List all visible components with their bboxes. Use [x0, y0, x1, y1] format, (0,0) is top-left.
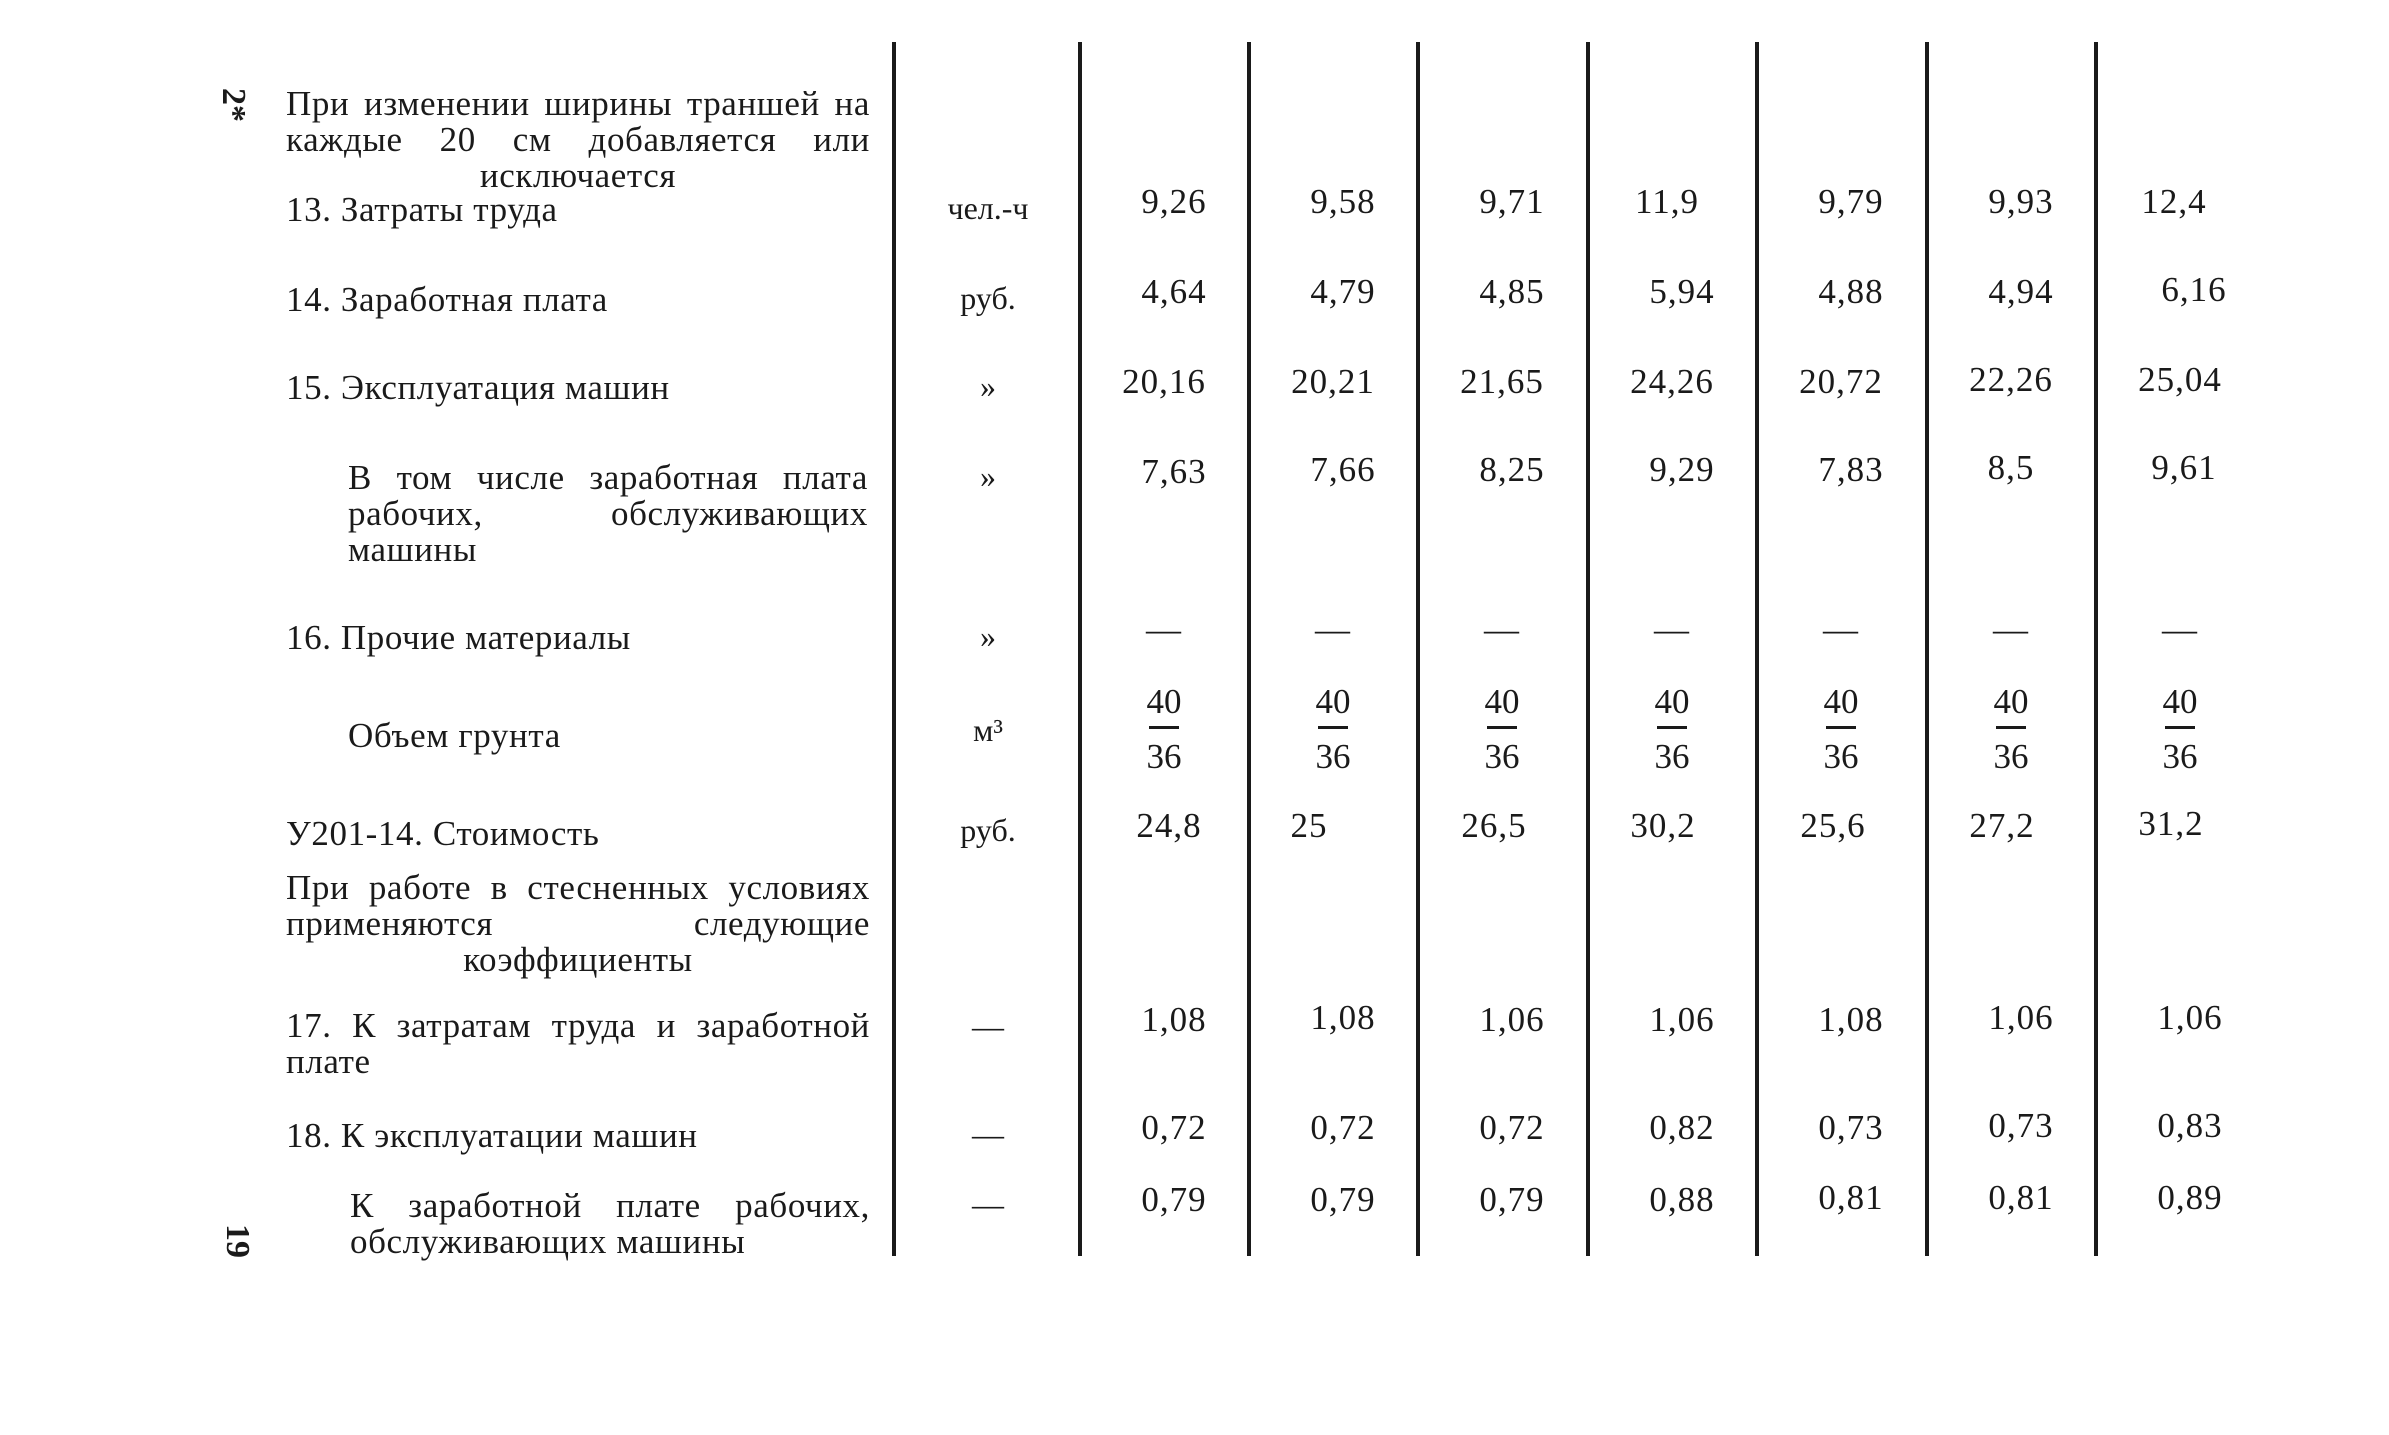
row-label: 16. Прочие материалы: [286, 618, 631, 657]
row-label: 17. К затратам труда и заработной плате: [286, 1006, 870, 1081]
table-cell: 0,72: [1141, 1108, 1207, 1147]
table-cell: 4,88: [1818, 272, 1884, 311]
fraction-cell: [1089, 684, 1239, 775]
fraction-cell: [1258, 684, 1408, 775]
table-cell: 9,79: [1818, 182, 1884, 221]
row-unit: »: [980, 368, 996, 404]
fraction-bar: [1149, 726, 1179, 729]
table-cell: 1,08: [1141, 1000, 1207, 1039]
table-cell: 1,06: [1988, 998, 2054, 1037]
table-cell: 20,21: [1291, 362, 1375, 401]
table-cell: 4,94: [1988, 272, 2054, 311]
fraction-numerator: 40: [1484, 682, 1520, 721]
column-rule: [1586, 42, 1590, 1256]
table-cell: 7,83: [1818, 450, 1884, 489]
row-unit: руб.: [960, 280, 1016, 316]
table-cell: 0,81: [1988, 1178, 2054, 1217]
table-cell: —: [1315, 610, 1351, 649]
table-cell: 9,58: [1310, 182, 1376, 221]
table-cell: —: [1654, 610, 1690, 649]
fraction-denominator: 36: [1823, 737, 1859, 776]
table-cell: 4,64: [1141, 272, 1207, 311]
table-cell: 30,2: [1630, 806, 1696, 845]
fraction-bar: [1996, 726, 2026, 729]
fraction-cell: [2105, 684, 2255, 775]
row-unit: чел.-ч: [947, 190, 1029, 226]
table-cell: 1,08: [1310, 998, 1376, 1037]
table-cell: 0,88: [1649, 1180, 1715, 1219]
row-label: К заработной плате рабочих, обслуживающих машины: [350, 1186, 870, 1261]
fraction-bar: [2165, 726, 2195, 729]
table-cell: 0,73: [1818, 1108, 1884, 1147]
fraction-denominator: 36: [1654, 737, 1690, 776]
table-cell: 21,65: [1460, 362, 1544, 401]
column-rule: [2094, 42, 2098, 1256]
column-rule: [1247, 42, 1251, 1256]
row-label: У201-14. Стоимость: [286, 814, 600, 853]
table-cell: 7,63: [1141, 452, 1207, 491]
column-rule: [1078, 42, 1082, 1256]
table-cell: 9,29: [1649, 450, 1715, 489]
table-cell: 4,79: [1310, 272, 1376, 311]
fraction-denominator: 36: [1146, 737, 1182, 776]
column-rule: [1925, 42, 1929, 1256]
row-label: В том числе заработная плата рабочих, обслуживающих машины: [348, 458, 868, 569]
table-cell: 8,5: [1987, 448, 2035, 487]
table-cell: 0,89: [2157, 1178, 2223, 1217]
table-cell: 0,79: [1310, 1180, 1376, 1219]
fraction-bar: [1318, 726, 1348, 729]
table-cell: —: [1823, 610, 1859, 649]
table-cell: 0,83: [2157, 1106, 2223, 1145]
table-cell: 0,81: [1818, 1178, 1884, 1217]
page-number: 19: [219, 1224, 256, 1258]
row-unit: —: [972, 1116, 1004, 1152]
fraction-cell: [1597, 684, 1747, 775]
table-cell: 26,5: [1461, 806, 1527, 845]
table-cell: 9,26: [1141, 182, 1207, 221]
row-label: Объем грунта: [348, 716, 561, 755]
row-label: 14. Заработная плата: [286, 280, 608, 319]
fraction-numerator: 40: [1823, 682, 1859, 721]
fraction-denominator: 36: [1993, 737, 2029, 776]
table-cell: —: [1146, 610, 1182, 649]
table-cell: 9,93: [1988, 182, 2054, 221]
section-intro: При изменении ширины траншей на каждые 20 см добавляется или исключается: [286, 84, 870, 195]
coefficients-note: При работе в стесненных условиях применяются следующие коэффициенты: [286, 868, 870, 979]
table-cell: 9,61: [2151, 448, 2217, 487]
table-cell: 0,73: [1988, 1106, 2054, 1145]
table-cell: 12,4: [2141, 182, 2207, 221]
row-unit: м³: [973, 712, 1003, 748]
fraction-cell: [1427, 684, 1577, 775]
table-cell: 25,6: [1800, 806, 1866, 845]
fraction-bar: [1826, 726, 1856, 729]
fraction-numerator: 40: [1146, 682, 1182, 721]
table-cell: 25,04: [2138, 360, 2222, 399]
row-unit: —: [972, 1008, 1004, 1044]
table-cell: —: [1484, 610, 1520, 649]
column-rule: [1416, 42, 1420, 1256]
table-cell: 24,26: [1630, 362, 1714, 401]
fraction-cell: [1936, 684, 2086, 775]
table-cell: 22,26: [1969, 360, 2053, 399]
row-label: 18. К эксплуатации машин: [286, 1116, 698, 1155]
table-cell: 5,94: [1649, 272, 1715, 311]
row-unit: руб.: [960, 812, 1016, 848]
table-cell: —: [1993, 610, 2029, 649]
fraction-denominator: 36: [1315, 737, 1351, 776]
fraction-cell: [1766, 684, 1916, 775]
table-cell: 1,08: [1818, 1000, 1884, 1039]
top-margin-mark: 2*: [215, 88, 252, 122]
table-cell: 6,16: [2161, 270, 2227, 309]
table-cell: 24,8: [1136, 806, 1202, 845]
column-rule: [1755, 42, 1759, 1256]
table-cell: —: [2162, 610, 2198, 649]
table-cell: 1,06: [1649, 1000, 1715, 1039]
table-cell: 31,2: [2138, 804, 2204, 843]
fraction-bar: [1657, 726, 1687, 729]
table-cell: 1,06: [2157, 998, 2223, 1037]
table-cell: 27,2: [1969, 806, 2035, 845]
fraction-numerator: 40: [1654, 682, 1690, 721]
table-cell: 0,79: [1141, 1180, 1207, 1219]
fraction-denominator: 36: [2162, 737, 2198, 776]
fraction-numerator: 40: [2162, 682, 2198, 721]
table-cell: 25: [1290, 806, 1328, 845]
table-cell: 20,16: [1122, 362, 1206, 401]
table-cell: 0,82: [1649, 1108, 1715, 1147]
table-cell: 8,25: [1479, 450, 1545, 489]
row-unit: »: [980, 618, 996, 654]
column-rule: [892, 42, 896, 1256]
row-label: 15. Эксплуатация машин: [286, 368, 670, 407]
table-cell: 4,85: [1479, 272, 1545, 311]
fraction-numerator: 40: [1315, 682, 1351, 721]
table-cell: 9,71: [1479, 182, 1545, 221]
fraction-denominator: 36: [1484, 737, 1520, 776]
table-cell: 7,66: [1310, 450, 1376, 489]
fraction-numerator: 40: [1993, 682, 2029, 721]
row-unit: »: [980, 458, 996, 494]
fraction-bar: [1487, 726, 1517, 729]
table-cell: 0,79: [1479, 1180, 1545, 1219]
table-cell: 11,9: [1635, 182, 1699, 221]
table-cell: 1,06: [1479, 1000, 1545, 1039]
table-cell: 0,72: [1479, 1108, 1545, 1147]
row-label: 13. Затраты труда: [286, 190, 558, 229]
row-unit: —: [972, 1186, 1004, 1222]
table-cell: 20,72: [1799, 362, 1883, 401]
table-cell: 0,72: [1310, 1108, 1376, 1147]
